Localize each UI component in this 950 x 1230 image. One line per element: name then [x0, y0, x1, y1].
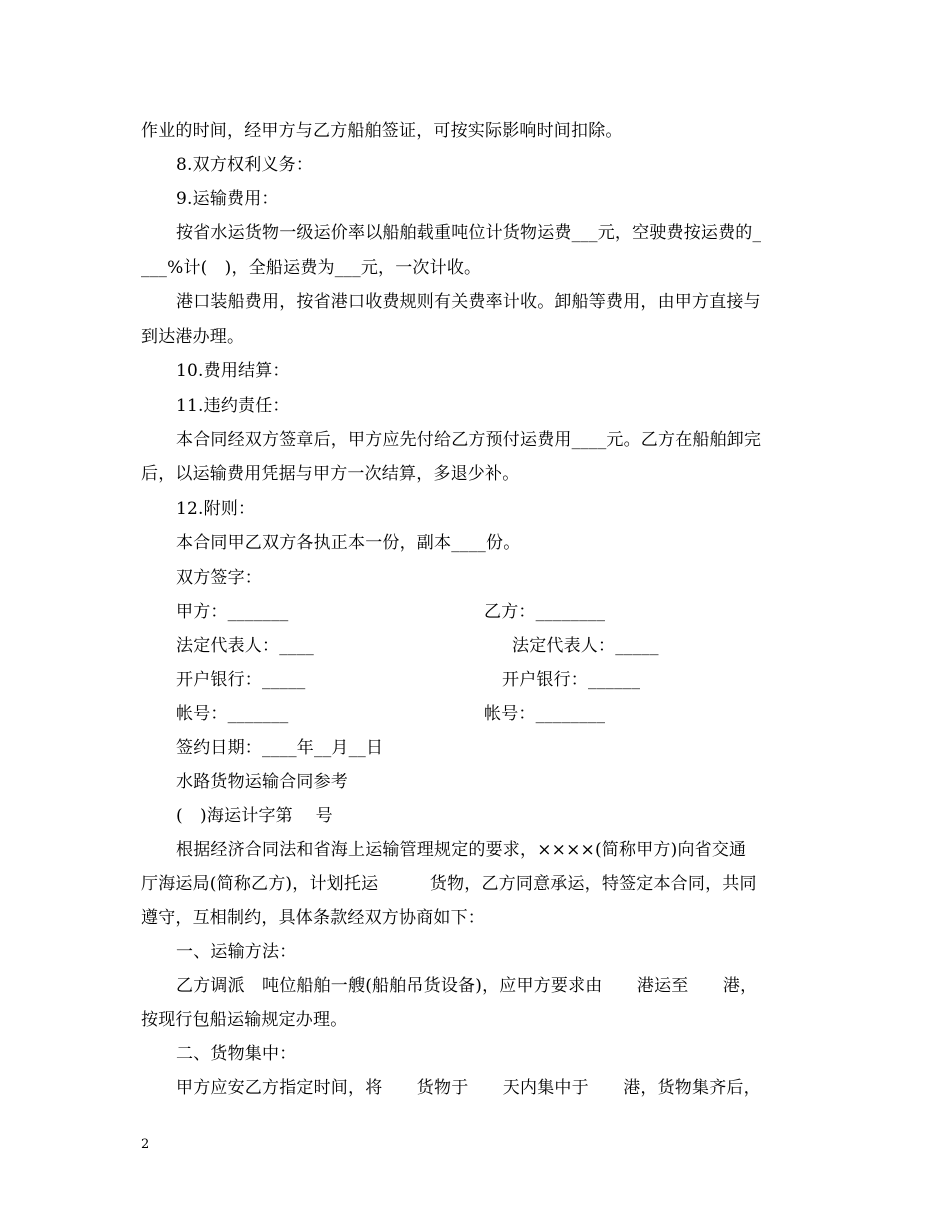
- signature-rep-b: 法定代表人：_____: [512, 636, 659, 656]
- section-heading: 二、货物集中：: [176, 1044, 297, 1064]
- paragraph-line: 签约日期：____年__月__日: [176, 738, 384, 758]
- paragraph-line: 到达港办理。: [141, 327, 245, 347]
- section-heading: 11.违约责任：: [176, 396, 290, 416]
- section-heading: 12.附则：: [176, 499, 256, 519]
- signature-bank-a: 开户银行：_____: [176, 670, 306, 690]
- paragraph-line: 乙方调派 吨位船舶一艘(船舶吊货设备)，应甲方要求由 港运至 港，: [176, 976, 758, 996]
- section-heading: 8.双方权利义务：: [176, 155, 314, 175]
- paragraph-line: 本合同经双方签章后，甲方应先付给乙方预付运费用____元。乙方在船舶卸完: [176, 430, 762, 450]
- paragraph-line: 根据经济合同法和省海上运输管理规定的要求，××××(简称甲方)向省交通: [176, 840, 747, 860]
- page-number: 2: [141, 1137, 150, 1152]
- paragraph-line: 港口装船费用，按省港口收费规则有关费率计收。卸船等费用，由甲方直接与: [176, 292, 761, 312]
- paragraph-line: 按现行包船运输规定办理。: [141, 1010, 348, 1030]
- section-heading: 10.费用结算：: [176, 361, 290, 381]
- paragraph-line: 作业的时间，经甲方与乙方船舶签证，可按实际影响时间扣除。: [141, 121, 623, 141]
- signature-party-b: 乙方：________: [484, 602, 606, 622]
- paragraph-line: 遵守，互相制约，具体条款经双方协商如下：: [141, 908, 485, 928]
- paragraph-line: ( )海运计字第 号: [176, 806, 333, 826]
- signature-rep-a: 法定代表人：____: [176, 636, 314, 656]
- section-heading: 9.运输费用：: [176, 189, 279, 209]
- signature-account-b: 帐号：________: [484, 704, 606, 724]
- paragraph-line: 后，以运输费用凭据与甲方一次结算，多退少补。: [141, 464, 520, 484]
- paragraph-line: ___%计( )，全船运费为___元，一次计收。: [141, 258, 482, 278]
- document-title: 水路货物运输合同参考: [176, 772, 348, 792]
- paragraph-line: 双方签字：: [176, 568, 262, 588]
- signature-bank-b: 开户银行：______: [502, 670, 641, 690]
- signature-party-a: 甲方：_______: [176, 602, 289, 622]
- paragraph-line: 厅海运局(简称乙方)，计划托运 货物，乙方同意承运，特签定本合同，共同: [141, 874, 757, 894]
- signature-account-a: 帐号：_______: [176, 704, 289, 724]
- section-heading: 一、运输方法：: [176, 942, 297, 962]
- paragraph-line: 按省水运货物一级运价率以船舶载重吨位计货物运费___元，空驶费按运费的_: [176, 223, 762, 243]
- paragraph-line: 甲方应安乙方指定时间，将 货物于 天内集中于 港，货物集齐后，: [176, 1078, 761, 1098]
- paragraph-line: 本合同甲乙双方各执正本一份，副本____份。: [176, 533, 521, 553]
